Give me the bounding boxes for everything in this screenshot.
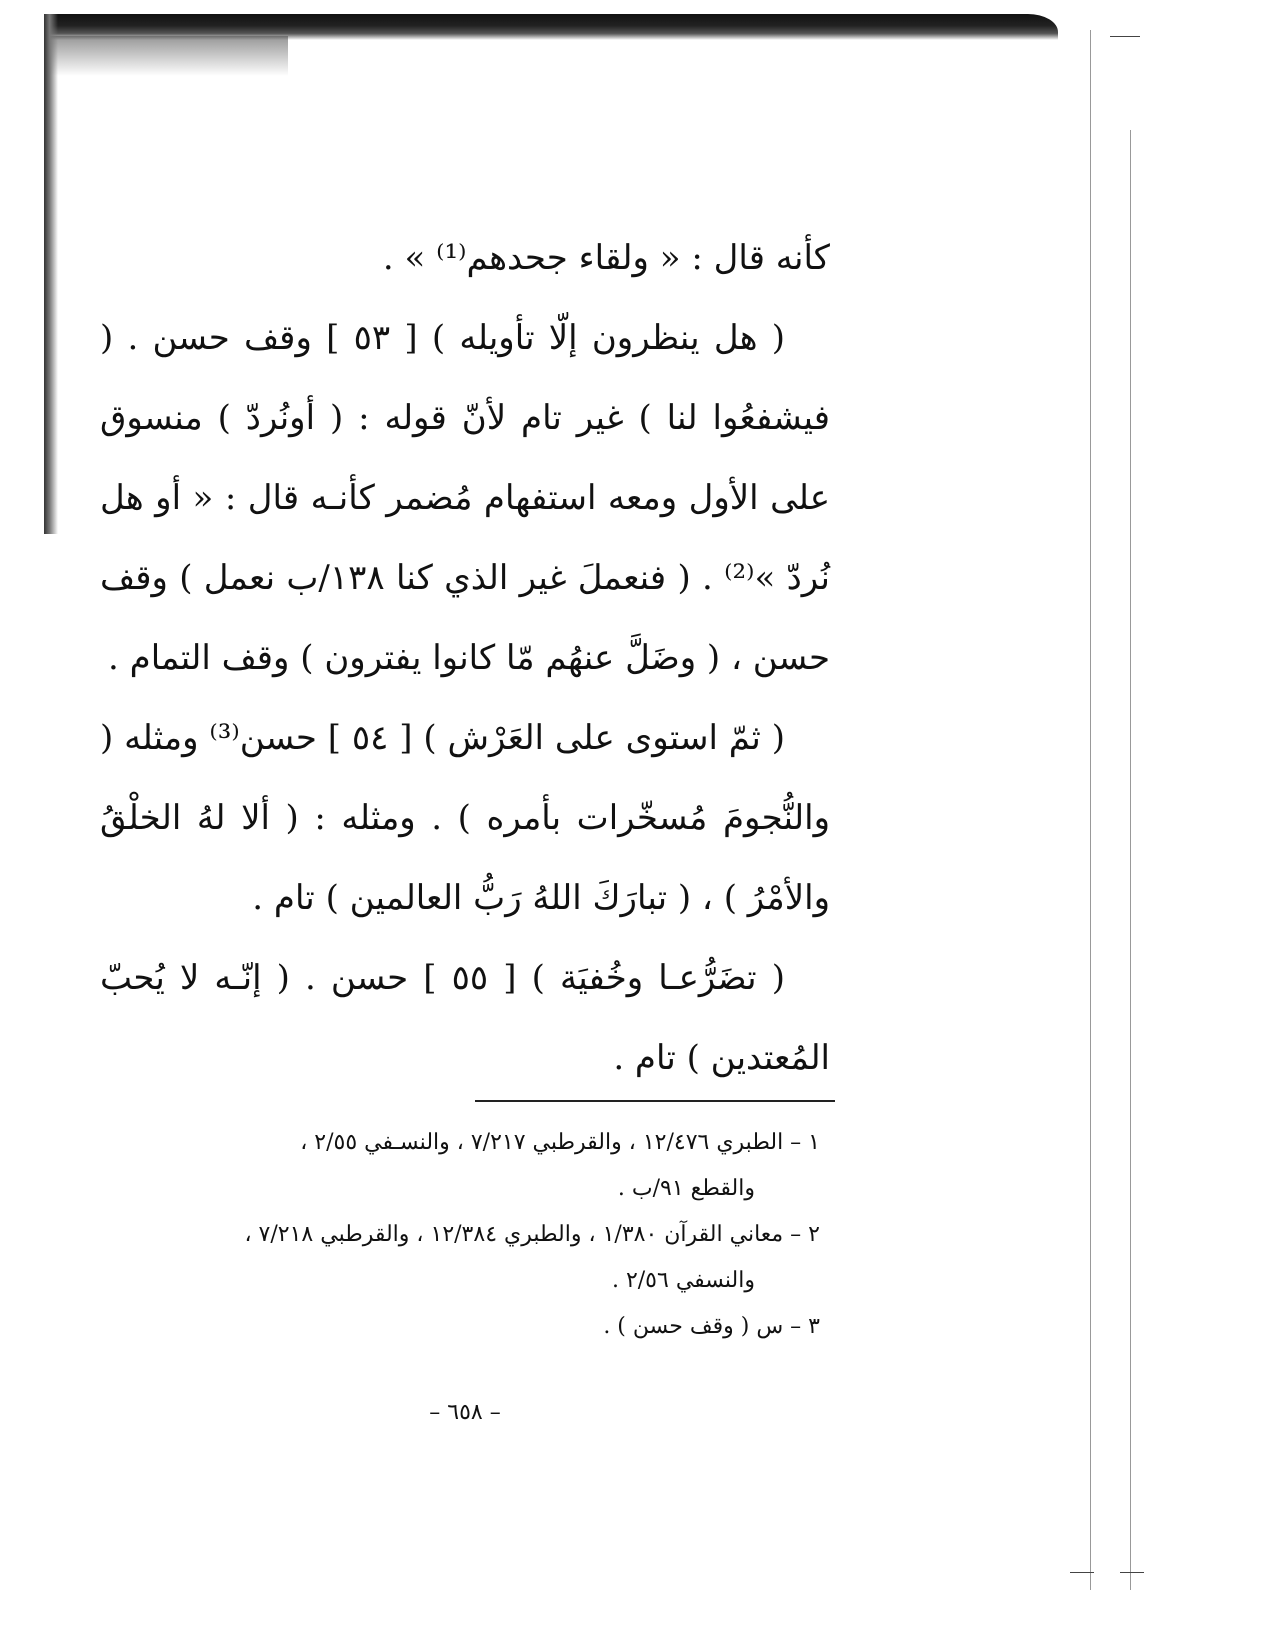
footnote-2-line-2: والنسفي ٢/٥٦ . [611,1268,755,1293]
footnote-1 [100,1120,820,1212]
scan-edge-mark [1110,36,1140,37]
footnote-3-line-1: ٣ – س ( وقف حسن ) . [603,1314,820,1339]
footnote-separator [475,1100,835,1102]
paragraph-4: ( تضَرُّعـا وخُفيَة ) [ ٥٥ ] حسن . ( إنّـه لا يُحبّ المُعتدين ) تام . [100,958,830,1078]
scan-edge-line [1090,30,1091,1590]
scan-shadow-left [44,14,58,534]
scan-edge-mark [1120,1572,1144,1573]
footnote-1-line-2: والقطع ٩١/ب . [617,1176,755,1201]
main-text [100,218,830,1098]
footnote-1-line-1: ١ – الطبري ١٢/٤٧٦ ، والقرطبي ٧/٢١٧ ، والنسـفي ٢/٥٥ ، [300,1130,820,1155]
paragraph-1: كأنه قال : « ولقاء جحدهم⁽¹⁾ » . [382,238,830,278]
paragraph-3: ( ثمّ استوى على العَرْش ) [ ٥٤ ] حسن⁽³⁾ ومثله ( والنُّجومَ مُسخّرات بأمره ) . ومثله : ( ألا لهُ الخلْقُ والأمْرُ ) ، ( تبارَكَ اللهُ رَبُّ العالمين ) تام . [100,718,830,918]
scan-shadow-top-fade [48,36,288,76]
footnote-2-line-1: ٢ – معاني القرآن ١/٣٨٠ ، والطبري ١٢/٣٨٤ ، والقرطبي ٧/٢١٨ ، [244,1222,820,1247]
footnote-2 [100,1212,820,1304]
page-number: – ٦٥٨ – [429,1400,501,1425]
paragraph-2: ( هل ينظرون إلّا تأويله ) [ ٥٣ ] وقف حسن . ( فيشفعُوا لنا ) غير تام لأنّ قوله : ( أونُردّ ) منسوق على الأول ومعه استفهام مُضمر كأنـه قال : « أو هل نُردّ »⁽²⁾ . ( فنعملَ غير الذي كنا ١٣٨/ب نعمل ) وقف حسن ، ( وضَلَّ عنهُم مّا كانوا يفترون ) وقف التمام . [100,318,830,678]
footnotes [100,1120,820,1350]
footnote-3 [100,1304,820,1350]
scan-edge-line [1130,130,1131,1590]
scan-edge-mark [1070,1572,1094,1573]
